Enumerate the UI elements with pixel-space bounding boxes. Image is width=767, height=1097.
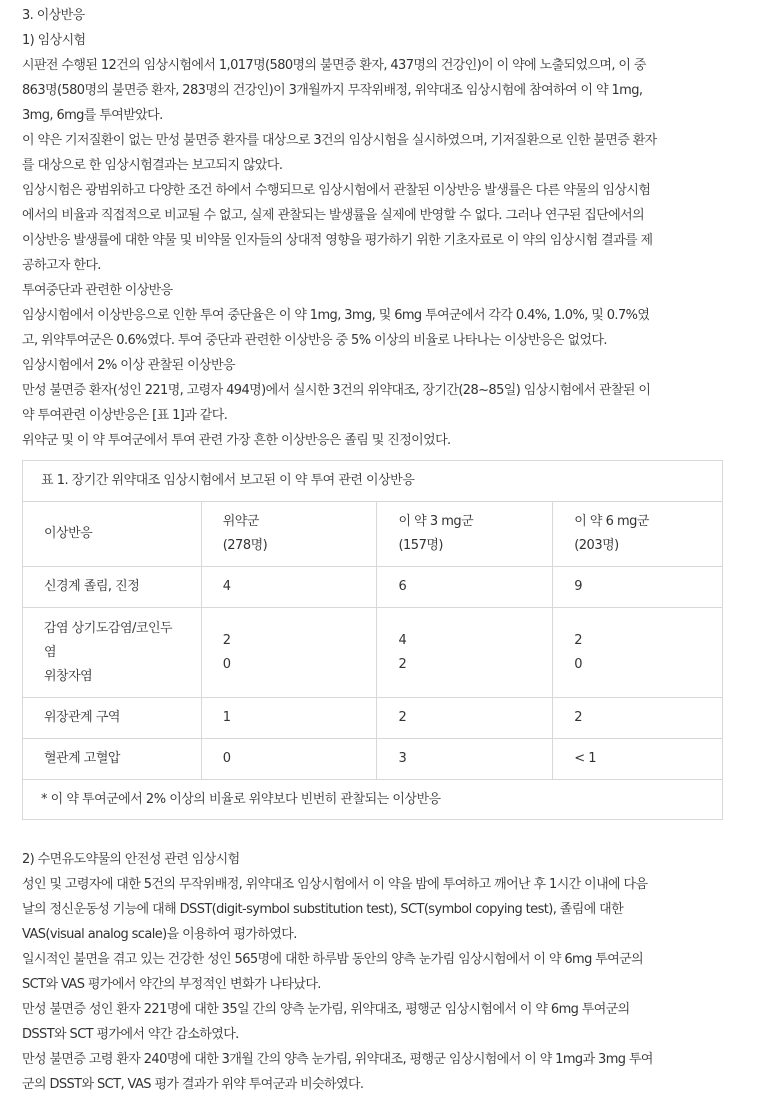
header-cell: 이상반응 (23, 502, 202, 567)
section-heading: 3. 이상반응 (22, 8, 85, 23)
table-footnote: * 이 약 투여군에서 2% 이상의 비율로 위약보다 빈번히 관찰되는 이상반응 (23, 780, 723, 820)
paragraph (22, 128, 745, 178)
text-line: 성인 및 고령자에 대한 5건의 무작위배정, 위약대조 임상시험에서 이 약을 밤에 투여하고 깨어난 후 1시간 이내에 다음 (22, 877, 648, 892)
table-cell (23, 608, 202, 698)
cell-text: 2 (222, 632, 231, 648)
paragraph (22, 303, 745, 353)
text-line: 에서의 비율과 직접적으로 비교될 수 없고, 실제 관찰되는 발생률을 실제에 반영할 수 없다. 그러나 연구된 집단에서의 (22, 208, 645, 223)
cell-text: 염 (44, 644, 57, 660)
text-line: 날의 정신운동성 기능에 대해 DSST(digit-symbol substitution test), SCT(symbol copying test), 졸림에 대한 (22, 902, 624, 917)
text-line: VAS(visual analog scale)을 이용하여 평가하였다. (22, 927, 297, 942)
header-cell (377, 502, 553, 567)
table-cell: 신경계 졸림, 진정 (23, 567, 202, 608)
paragraph (22, 53, 745, 128)
text-line: 임상시험에서 이상반응으로 인한 투여 중단율은 이 약 1mg, 3mg, 및 6mg 투여군에서 각각 0.4%, 1.0%, 및 0.7%였 (22, 308, 650, 323)
text-line: 만성 불면증 고령 환자 240명에 대한 3개월 간의 양측 눈가림, 위약대조, 평행군 임상시험에서 이 약 1mg과 3mg 투여 (22, 1052, 653, 1067)
cell-text: 0 (574, 656, 582, 672)
paragraph: 위약군 및 이 약 투여군에서 투여 관련 가장 흔한 이상반응은 졸림 및 진정이었다. (22, 433, 451, 448)
text-line: 863명(580명의 불면증 환자, 283명의 건강인)이 3개월까지 무작위배정, 위약대조 임상시험에 참여하여 이 약 1mg, (22, 83, 643, 98)
text-line: 군의 DSST와 SCT, VAS 평가 결과가 위약 투여군과 비슷하였다. (22, 1077, 364, 1092)
text-line: 만성 불면증 성인 환자 221명에 대한 35일 간의 양측 눈가림, 위약대조, 평행군 임상시험에서 이 약 6mg 투여군의 (22, 1002, 630, 1017)
text-line: 약 투여관련 이상반응은 [표 1]과 같다. (22, 408, 228, 423)
text-line: 이 약은 기저질환이 없는 만성 불면증 환자를 대상으로 3건의 임상시험을 실시하였으며, 기저질환으로 인한 불면증 환자 (22, 133, 657, 148)
table-row (23, 739, 723, 780)
text-line: 이상반응 발생률에 대한 약물 및 비약물 인자들의 상대적 영향을 평가하기 위한 기초자료로 이 약의 임상시험 결과를 제 (22, 233, 653, 248)
text-line: 임상시험은 광범위하고 다양한 조건 하에서 수행되므로 임상시험에서 관찰된 이상반응 발생률은 다른 약물의 임상시험 (22, 183, 651, 198)
text-line: 를 대상으로 한 임상시험결과는 보고되지 않았다. (22, 158, 283, 173)
text-line: SCT와 VAS 평가에서 약간의 부정적인 변화가 나타났다. (22, 977, 321, 992)
text-line: 공하고자 한다. (22, 258, 101, 273)
table-header-row (23, 502, 723, 567)
paragraph (22, 947, 745, 997)
header-text: 이 약 3 mg군 (398, 514, 474, 529)
text-line: DSST와 SCT 평가에서 약간 감소하였다. (22, 1027, 239, 1042)
table-row (23, 698, 723, 739)
text-line: 3mg, 6mg를 투여받았다. (22, 108, 163, 123)
header-cell (553, 502, 723, 567)
table-cell: 1 (201, 698, 377, 739)
text-line: 시판전 수행된 12건의 임상시험에서 1,017명(580명의 불면증 환자, 437명의 건강인)이 이 약에 노출되었으며, 이 중 (22, 58, 646, 73)
paragraph (22, 378, 745, 428)
cell-text: 4 (398, 632, 407, 648)
subsection-heading: 1) 임상시험 (22, 33, 86, 48)
table-cell (553, 608, 723, 698)
header-cell (201, 502, 377, 567)
header-text: (203명) (574, 538, 619, 553)
header-text: (157명) (398, 538, 443, 553)
text-line: 일시적인 불면을 겪고 있는 건강한 성인 565명에 대한 하루밤 동안의 양측 눈가림 임상시험에서 이 약 6mg 투여군의 (22, 952, 644, 967)
header-text: (278명) (222, 538, 268, 553)
cell-text: 위창자염 (44, 668, 93, 684)
table-cell: < 1 (553, 739, 723, 780)
table-cell (377, 608, 553, 698)
table-cell: 9 (553, 567, 723, 608)
cell-text: 0 (222, 656, 231, 672)
table-cell: 2 (377, 698, 553, 739)
text-line: 고, 위약투여군은 0.6%였다. 투여 중단과 관련한 이상반응 중 5% 이상의 비율로 나타나는 이상반응은 없었다. (22, 333, 607, 348)
table-cell: 2 (553, 698, 723, 739)
table-cell: 위장관계 구역 (23, 698, 202, 739)
table-cell: 4 (201, 567, 377, 608)
cell-text: 2 (398, 656, 407, 672)
table-row (23, 608, 723, 698)
header-text: 이 약 6 mg군 (574, 514, 649, 529)
table-cell (201, 608, 377, 698)
cell-text: 2 (574, 632, 582, 648)
table-cell: 6 (377, 567, 553, 608)
subsection-heading: 2) 수면유도약물의 안전성 관련 임상시험 (22, 852, 240, 867)
header-text: 위약군 (222, 514, 259, 529)
paragraph-heading: 임상시험에서 2% 이상 관찰된 이상반응 (22, 358, 235, 373)
adverse-events-table (22, 460, 723, 820)
text-line: 만성 불면증 환자(성인 221명, 고령자 494명)에서 실시한 3건의 위약대조, 장기간(28~85일) 임상시험에서 관찰된 이 (22, 383, 651, 398)
paragraph-heading: 투여중단과 관련한 이상반응 (22, 283, 173, 298)
table-row (23, 567, 723, 608)
paragraph (22, 997, 745, 1047)
paragraph (22, 872, 745, 947)
table-caption: 표 1. 장기간 위약대조 임상시험에서 보고된 이 약 투여 관련 이상반응 (23, 461, 723, 502)
table-cell: 혈관계 고혈압 (23, 739, 202, 780)
cell-text: 감염 상기도감염/코인두 (44, 620, 173, 636)
paragraph (22, 178, 745, 278)
table-cell: 0 (201, 739, 377, 780)
table-cell: 3 (377, 739, 553, 780)
paragraph (22, 1047, 745, 1097)
